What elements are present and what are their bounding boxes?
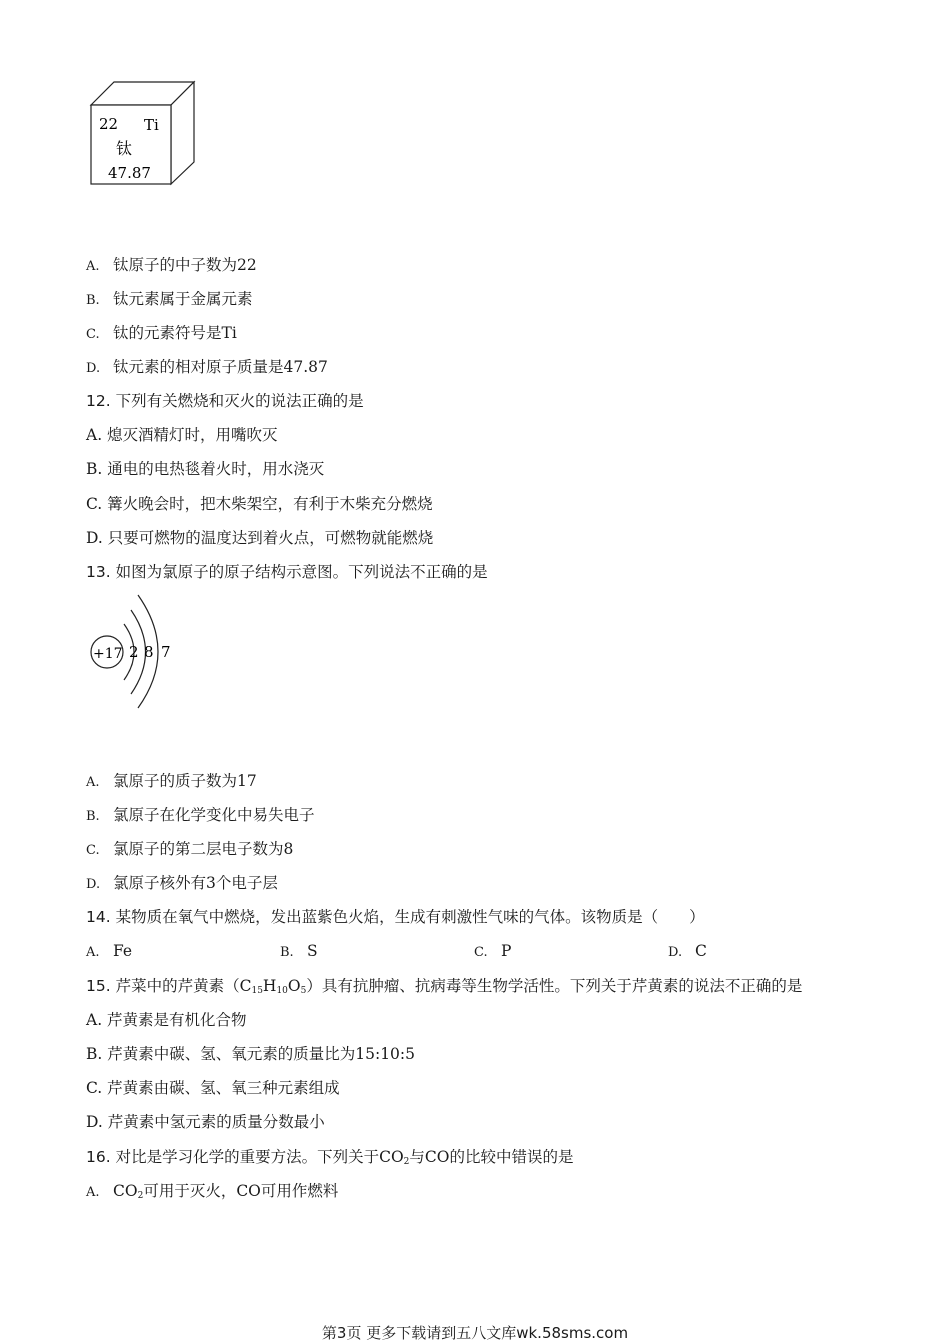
option-text: C: [695, 942, 707, 960]
stem-part: 芹菜中的芹黄素（C: [115, 977, 252, 995]
q13-stem: [86, 562, 488, 582]
stem-part: H: [262, 977, 277, 995]
page-footer: 第3页 更多下载请到五八文库wk.58sms.com: [321, 1324, 629, 1342]
option-text: 钛元素的相对原子质量是47.87: [113, 358, 328, 376]
option-letter: D.: [86, 361, 101, 376]
option-letter: C.: [474, 945, 488, 960]
option-text: 可用于灭火，CO可用作燃料: [143, 1182, 339, 1200]
element-card-diagram: [86, 80, 201, 190]
option-text: S: [307, 942, 318, 960]
subscript: 2: [403, 1157, 410, 1167]
subscript: 15: [251, 986, 263, 996]
q15-option-d: D. 芹黄素中氢元素的质量分数最小: [86, 1113, 325, 1131]
option-letter: D.: [668, 945, 683, 960]
q11-option-d: [86, 357, 328, 379]
q14-option-c: [474, 941, 511, 963]
q15-option-a: A. 芹黄素是有机化合物: [86, 1011, 247, 1029]
option-text: 钛的元素符号是Ti: [113, 324, 237, 342]
question-number: 16.: [86, 1148, 111, 1166]
atom-structure-diagram: [86, 590, 186, 712]
q14-stem: [86, 907, 705, 927]
subscript: 5: [300, 986, 307, 996]
atomic-mass: 47.87: [108, 164, 151, 182]
question-number: 13.: [86, 563, 111, 581]
option-text: Fe: [113, 942, 133, 960]
question-number: 14.: [86, 908, 111, 926]
option-text: 氯原子的第二层电子数为8: [113, 840, 294, 858]
option-letter: A.: [86, 775, 100, 790]
option-text: 氯原子在化学变化中易失电子: [113, 806, 315, 824]
question-text: 下列有关燃烧和灭火的说法正确的是: [115, 392, 364, 410]
q12-option-b: B. 通电的电热毯着火时，用水浇灭: [86, 460, 325, 478]
q11-option-a: [86, 255, 257, 277]
q12-option-a: A. 熄灭酒精灯时，用嘴吹灭: [86, 426, 278, 444]
q14-option-d: [668, 941, 707, 963]
option-letter: D.: [86, 877, 101, 892]
q12-stem: [86, 391, 364, 411]
subscript: 2: [137, 1191, 144, 1201]
q15-option-b: B. 芹黄素中碳、氢、氧元素的质量比为15:10:5: [86, 1045, 415, 1063]
q15-stem: [86, 976, 802, 1001]
question-number: 15.: [86, 977, 111, 995]
option-letter: A.: [86, 945, 100, 960]
atomic-number: 22: [99, 115, 119, 133]
q11-option-c: [86, 323, 237, 345]
stem-part: O: [287, 977, 301, 995]
option-text: 氯原子核外有3个电子层: [113, 874, 278, 892]
option-letter: A.: [86, 259, 100, 274]
q15-option-c: C. 芹黄素由碳、氢、氧三种元素组成: [86, 1079, 340, 1097]
q12-option-c: C. 篝火晚会时，把木柴架空，有利于木柴充分燃烧: [86, 495, 433, 513]
option-text: P: [501, 942, 512, 960]
option-letter: A.: [86, 1185, 100, 1200]
shell-electrons-3: 7: [161, 643, 171, 661]
option-text: 钛元素属于金属元素: [113, 290, 253, 308]
q13-option-d: [86, 873, 278, 895]
q16-stem: [86, 1147, 573, 1172]
q13-option-c: [86, 839, 293, 861]
stem-part: 对比是学习化学的重要方法。下列关于CO: [115, 1148, 404, 1166]
subscript: 10: [276, 986, 288, 996]
option-letter: B.: [86, 293, 100, 308]
option-text: 氯原子的质子数为17: [113, 772, 257, 790]
option-text: CO: [113, 1182, 138, 1200]
shell-electrons-2: 8: [144, 643, 154, 661]
stem-part: 与CO的比较中错误的是: [409, 1148, 574, 1166]
question-text: 如图为氯原子的原子结构示意图。下列说法不正确的是: [115, 563, 488, 581]
option-letter: B.: [86, 809, 100, 824]
option-letter: B.: [280, 945, 294, 960]
q14-option-a: [86, 941, 132, 963]
stem-part: ）具有抗肿瘤、抗病毒等生物学活性。下列关于芹黄素的说法不正确的是: [306, 977, 803, 995]
q12-option-d: D. 只要可燃物的温度达到着火点，可燃物就能燃烧: [86, 529, 434, 547]
option-letter: C.: [86, 843, 100, 858]
shell-electrons-1: 2: [129, 643, 139, 661]
element-symbol: Ti: [144, 116, 159, 134]
question-text: [116, 1148, 574, 1166]
q13-option-a: [86, 771, 257, 793]
q14-option-b: [280, 941, 318, 963]
question-number: 12.: [86, 392, 111, 410]
question-text: 某物质在氧气中燃烧，发出蓝紫色火焰，生成有刺激性气味的气体。该物质是（ ）: [115, 908, 705, 926]
q13-option-b: [86, 805, 315, 827]
q16-option-a: [86, 1181, 338, 1206]
element-name: 钛: [116, 139, 133, 158]
question-text: [116, 977, 803, 995]
option-text: 钛原子的中子数为22: [113, 256, 257, 274]
option-letter: C.: [86, 327, 100, 342]
q11-option-b: [86, 289, 253, 311]
nucleus-charge: +17: [93, 646, 123, 662]
